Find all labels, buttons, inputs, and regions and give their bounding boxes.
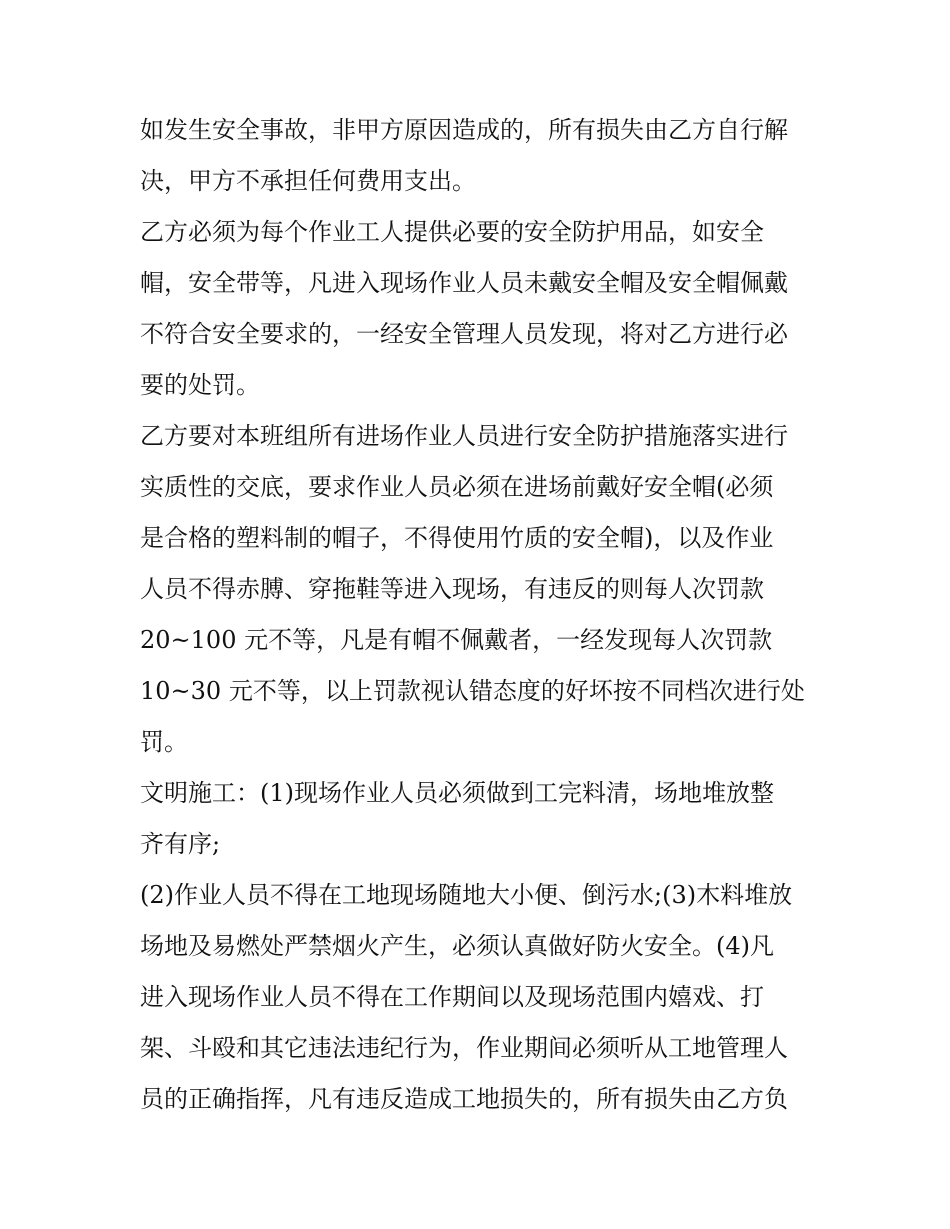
text-line: 10~30 元不等，以上罚款视认错态度的好坏按不同档次进行处 bbox=[140, 677, 805, 705]
text-line: 乙方必须为每个作业工人提供必要的安全防护用品，如安全 bbox=[140, 218, 764, 246]
text-line: 架、斗殴和其它违法违纪行为，作业期间必须听从工地管理人 bbox=[140, 1034, 788, 1062]
text-line: 场地及易燃处严禁烟火产生，必须认真做好防火安全。(4)凡 bbox=[140, 932, 774, 960]
text-line: 人员不得赤膊、穿拖鞋等进入现场，有违反的则每人次罚款 bbox=[140, 575, 764, 603]
text-line: (2)作业人员不得在工地现场随地大小便、倒污水;(3)木料堆放 bbox=[140, 881, 793, 909]
text-line: 如发生安全事故，非甲方原因造成的，所有损失由乙方自行解 bbox=[140, 116, 788, 144]
text-line: 帽，安全带等，凡进入现场作业人员未戴安全帽及安全帽佩戴 bbox=[140, 269, 788, 297]
text-line: 是合格的塑料制的帽子，不得使用竹质的安全帽)，以及作业 bbox=[140, 524, 774, 552]
text-line: 罚。 bbox=[140, 728, 188, 756]
body-text bbox=[140, 105, 820, 1125]
text-line: 要的处罚。 bbox=[140, 371, 260, 399]
text-line: 决，甲方不承担任何费用支出。 bbox=[140, 167, 476, 195]
text-line: 文明施工：(1)现场作业人员必须做到工完料清，场地堆放整 bbox=[140, 779, 774, 807]
text-line: 20~100 元不等，凡是有帽不佩戴者，一经发现每人次罚款 bbox=[140, 626, 773, 654]
text-line: 进入现场作业人员不得在工作期间以及现场范围内嬉戏、打 bbox=[140, 983, 764, 1011]
text-line: 乙方要对本班组所有进场作业人员进行安全防护措施落实进行 bbox=[140, 422, 788, 450]
text-line: 齐有序; bbox=[140, 830, 221, 858]
text-line: 实质性的交底，要求作业人员必须在进场前戴好安全帽(必须 bbox=[140, 473, 774, 501]
text-line: 不符合安全要求的，一经安全管理人员发现，将对乙方进行必 bbox=[140, 320, 788, 348]
text-line: 员的正确指挥，凡有违反造成工地损失的，所有损失由乙方负 bbox=[140, 1085, 788, 1113]
